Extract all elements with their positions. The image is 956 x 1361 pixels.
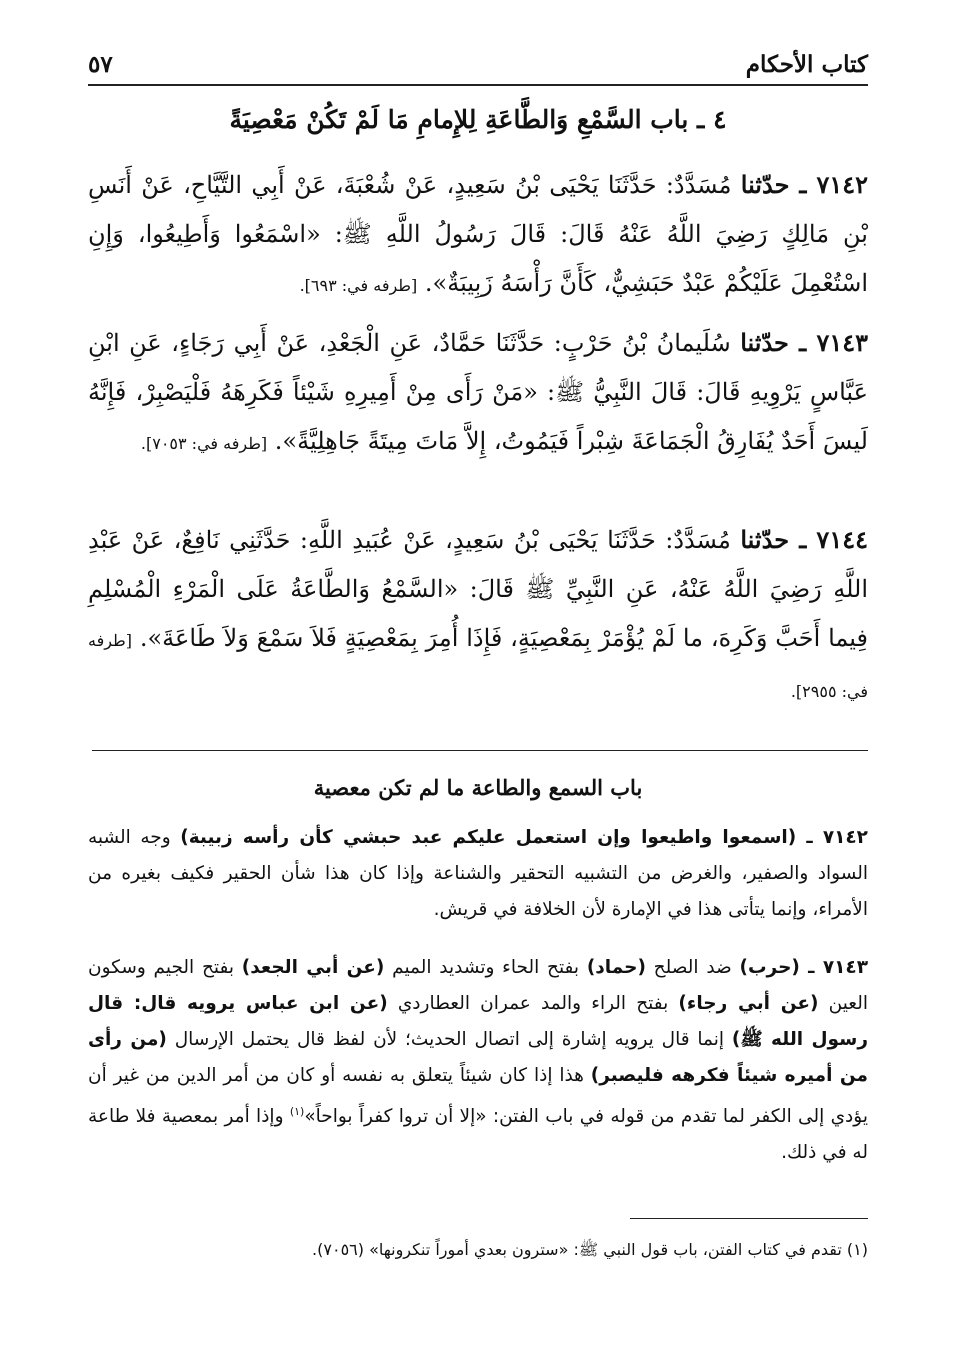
- hadith-number: ٧١٤٣ ـ حدّثنا: [740, 328, 868, 357]
- commentary-text: وإذا أمر بمعصية فلا طاعة له في ذلك.: [88, 1106, 868, 1164]
- running-header: [88, 34, 868, 86]
- hadith-text: سُلَيمانُ بْنُ حَرْبٍ: حَدَّثَنَا حَمَّادٌ، عَنِ الْجَعْدِ، عَنْ أَبِي رَجَاءٍ، عَنِ ابْنِ عَبَّاسٍ يَرْوِيهِ قَالَ: قَالَ النَّبِيُّ ﷺ: «مَنْ رَأَى مِنْ أَمِيرِهِ شَيْئاً فَكَرِهَهُ فَلْيَصْبِرْ، فَإِنَّهُ لَيسَ أَحَدٌ يُفَارِقُ الْجَمَاعَةَ شِبْراً فَيَمُوتُ، إِلاَّ مَاتَ مِيتَةً جَاهِلِيَّةً».: [88, 329, 868, 455]
- commentary-7143: [88, 950, 868, 1171]
- hadith-number: ٧١٤٢ ـ حدّثنا: [740, 170, 868, 199]
- hadith-text: مُسَدَّدٌ: حَدَّثَنَا يَحْيَى بْنُ سَعِيدٍ، عَنْ عُبَيدِ اللَّهِ: حَدَّثَنِي نَافِعٌ، عَنْ عَبْدِ اللَّهِ رَضِيَ اللَّهُ عَنْهُ، عَنِ النَّبِيِّ ﷺ قَالَ: «السَّمْعُ وَالطَّاعَةُ عَلَى الْمَرْءِ الْمُسْلِمِ فِيما أَحَبَّ وَكَرِهَ، ما لَمْ يُؤْمَرْ بِمَعْصِيَةٍ، فَإِذَا أُمِرَ بِمَعْصِيَةٍ فَلاَ سَمْعَ وَلاَ طَاعَةَ».: [88, 526, 868, 652]
- footnote-divider: [630, 1218, 868, 1219]
- commentary-term: (من رأى من أميره شيئاً فكرهه فليصبر): [88, 1029, 868, 1086]
- page-number: ٥٧: [88, 51, 113, 78]
- hadith-reference: [طرفه في: ٦٩٣].: [299, 276, 418, 295]
- commentary-text: بفتح الجيم وسكون العين: [88, 957, 868, 1014]
- commentary-7142: [88, 820, 868, 928]
- commentary-text: بفتح الراء والمد عمران العطاردي: [387, 993, 679, 1014]
- commentary-term: (حماد): [586, 957, 646, 978]
- hadith-reference: [طرفه في: ٧٠٥٣].: [140, 434, 268, 453]
- hadith-reference: [طرفه في: ٢٩٥٥].: [88, 631, 868, 701]
- commentary-text: ضد الصلح: [645, 957, 740, 978]
- hadith-7143: [88, 318, 868, 468]
- commentary-term: (عن أبي رجاء): [678, 993, 819, 1014]
- commentary-text: وجه الشبه السواد والصفير، والغرض من التشبيه التحقير والشناعة وإذا كان هذا شأن الحقير فكيف بغيره من الأمراء، وإنما يتأتى هذا في الإمارة لأن الخلافة في قريش.: [88, 827, 868, 920]
- hadith-7142: [88, 160, 868, 310]
- hadith-7144: [88, 515, 868, 716]
- hadith-text: مُسَدَّدٌ: حَدَّثَنَا يَحْيَى بْنُ سَعِيدٍ، عَنْ شُعْبَةَ، عَنْ أَبِي التَّيَّاحِ، عَنْ أَنَسِ بْنِ مَالِكٍ رَضِيَ اللَّهُ عَنْهُ قَالَ: قَالَ رَسُولُ اللَّهِ ﷺ: «اسْمَعُوا وَأَطِيعُوا، وَإِنِ اسْتُعْمِلَ عَلَيْكُمْ عَبْدٌ حَبَشِيٌّ، كَأَنَّ رَأْسَهُ زَبِيبَةٌ».: [88, 171, 868, 297]
- commentary-text: بفتح الحاء وتشديد الميم: [384, 957, 587, 978]
- footnote-marker: (١): [289, 1105, 305, 1118]
- commentary-text: إنما قال يرويه إشارة إلى اتصال الحديث؛ لأن لفظ قال يحتمل الإرسال: [166, 1029, 732, 1050]
- section-divider: [92, 750, 868, 751]
- footnote: (١) تقدم في كتاب الفتن، باب قول النبي ﷺ: «سترون بعدي أموراً تنكرونها» (٧٠٥٦).: [312, 1240, 868, 1259]
- commentary-lead: ٧١٤٣ ـ (حرب): [739, 957, 869, 978]
- commentary-term: (عن أبي الجعد): [241, 957, 385, 978]
- book-title: كتاب الأحكام: [745, 51, 868, 78]
- commentary-text: هذا إذا كان شيئاً يتعلق به نفسه أو كان من أمر الدين من غير أن يؤدي إلى الكفر لما تقدم من قوله في باب الفتن: «إلا أن تروا كفراً بواحاً»: [88, 1065, 869, 1128]
- hadith-number: ٧١٤٤ ـ حدّثنا: [740, 525, 868, 554]
- commentary-title: باب السمع والطاعة ما لم تكن معصية: [313, 775, 643, 800]
- commentary-lead: ٧١٤٢ ـ (اسمعوا واطيعوا وإن استعمل عليكم عبد حبشي كأن رأسه زبيبة): [180, 827, 868, 848]
- chapter-title: ٤ ـ باب السَّمْعِ وَالطَّاعَةِ لِلإِمامِ مَا لَمْ تَكُنْ مَعْصِيَةً: [229, 105, 727, 134]
- commentary-term: (عن ابن عباس يرويه قال: قال رسول الله ﷺ): [88, 993, 868, 1050]
